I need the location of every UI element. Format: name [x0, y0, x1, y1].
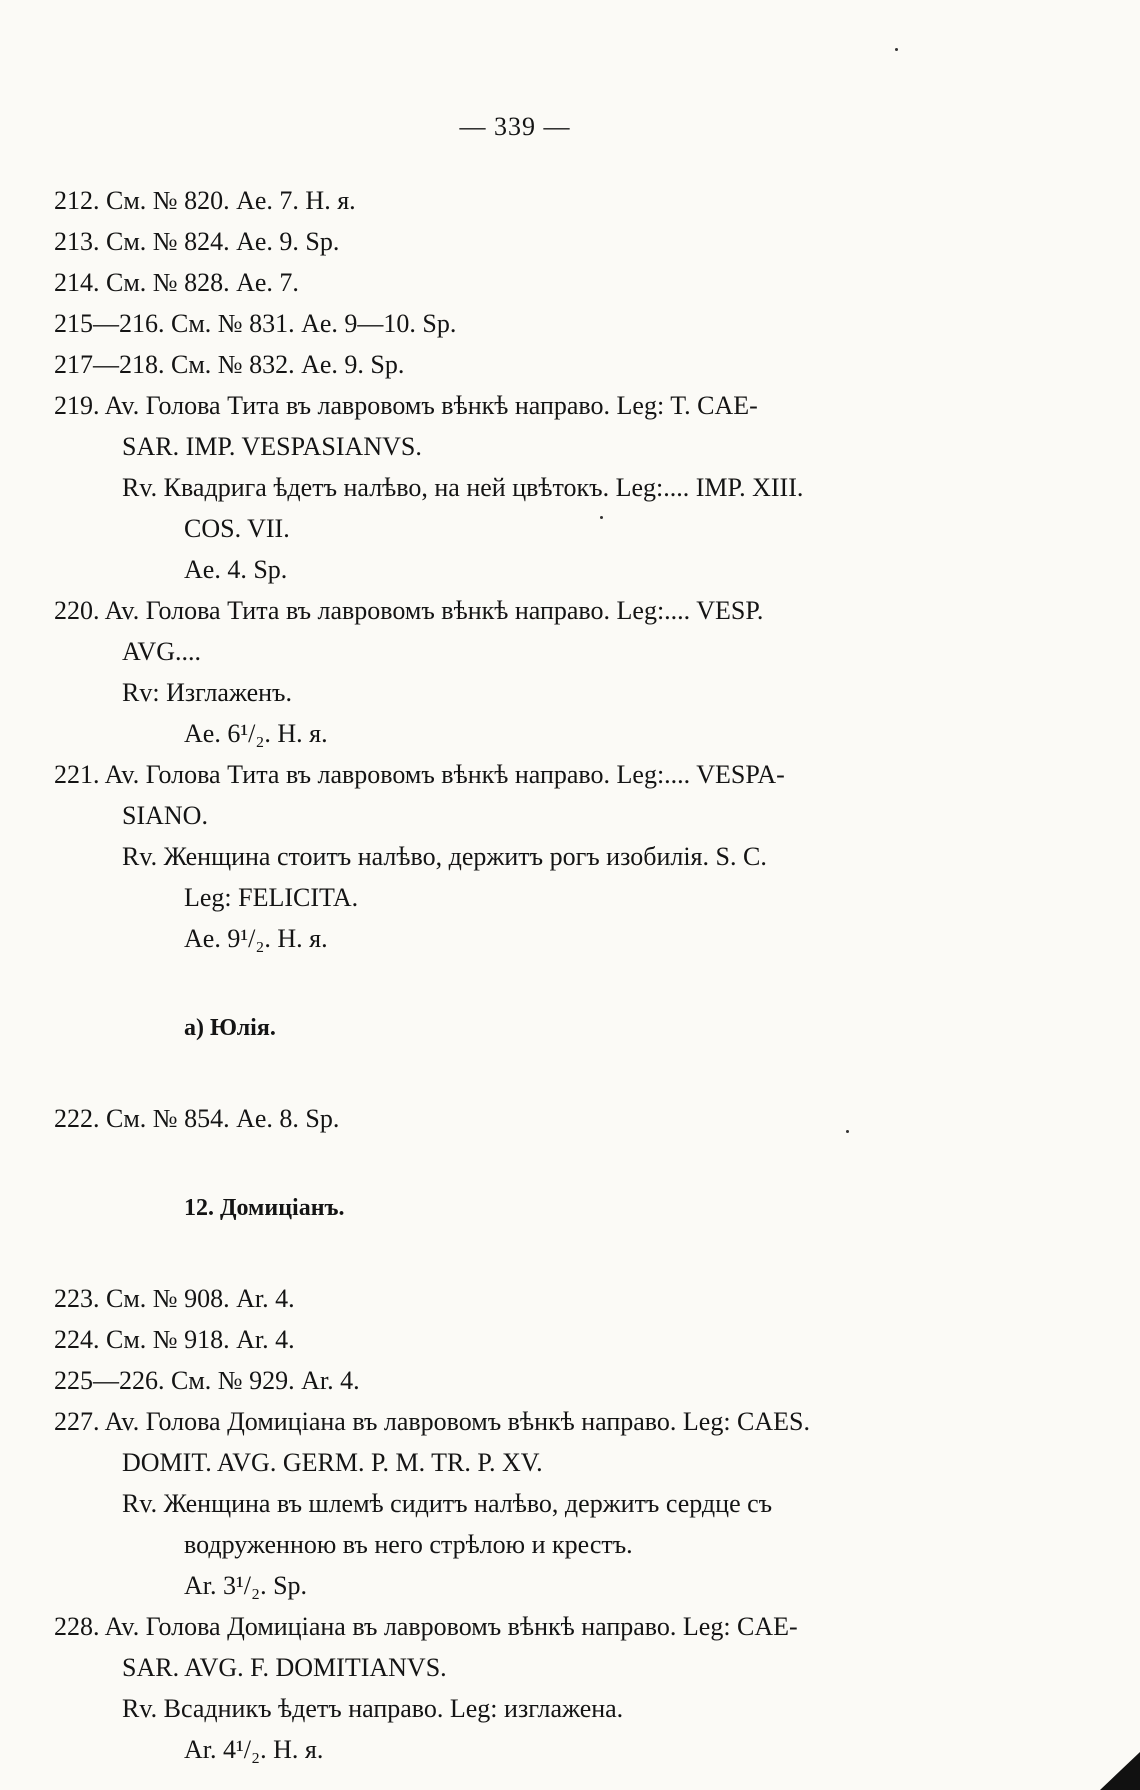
entry-221-obverse-cont: SIANO.	[122, 801, 208, 830]
entry-227-obverse: 227. Av. Голова Домиціана въ лавровомъ вѣнкѣ направо. Leg: CAES.	[54, 1407, 811, 1436]
entry-219-reverse-cont: COS. VII.	[184, 514, 290, 543]
entry-227-obverse-cont: DOMIT. AVG. GERM. P. M. TR. P. XV.	[122, 1448, 543, 1477]
entry-227-reverse: Rv. Женщина въ шлемѣ сидитъ налѣво, держитъ сердце съ	[122, 1489, 773, 1518]
entry-221-reverse: Rv. Женщина стоитъ налѣво, держитъ рогъ изобилія. S. C.	[122, 842, 767, 871]
entry-217-218: 217—218. См. № 832. Ae. 9. Sp.	[54, 350, 405, 379]
catalog-body	[54, 180, 1004, 1770]
entry-219-reverse: Rv. Квадрига ѣдетъ налѣво, на ней цвѣтокъ. Leg:.... IMP. XIII.	[122, 473, 804, 502]
entry-228-reverse: Rv. Всадникъ ѣдетъ направо. Leg: изглажена.	[122, 1694, 624, 1723]
section-heading-domitian: 12. Домиціанъ.	[184, 1195, 345, 1221]
speck	[895, 48, 898, 51]
entry-222: 222. См. № 854. Ae. 8. Sp.	[54, 1104, 340, 1133]
entry-219-obverse-cont: SAR. IMP. VESPASIANVS.	[122, 432, 422, 461]
entry-223: 223. См. № 908. Ar. 4.	[54, 1284, 295, 1313]
entry-227-reverse-cont: водруженною въ него стрѣлою и крестъ.	[184, 1530, 633, 1559]
entry-220-obverse: 220. Av. Голова Тита въ лавровомъ вѣнкѣ направо. Leg:.... VESP.	[54, 596, 764, 625]
page-number: — 339 —	[459, 112, 571, 141]
entry-220-reverse: Rv: Изглаженъ.	[122, 678, 292, 707]
entry-228-obverse: 228. Av. Голова Домиціана въ лавровомъ вѣнкѣ направо. Leg: CAE-	[54, 1612, 798, 1641]
entry-221-metal: Ae. 9¹/₂. Н. я.	[184, 924, 328, 953]
section-heading-julia: a) Юлія.	[184, 1015, 276, 1041]
entry-215-216: 215—216. См. № 831. Ae. 9—10. Sp.	[54, 309, 457, 338]
entry-212: 212. См. № 820. Ae. 7. Н. я.	[54, 186, 356, 215]
entry-219-metal: Ae. 4. Sp.	[184, 555, 288, 584]
entry-225-226: 225—226. См. № 929. Ar. 4.	[54, 1366, 360, 1395]
entry-220-metal: Ae. 6¹/₂. Н. я.	[184, 719, 328, 748]
entry-219-obverse: 219. Av. Голова Тита въ лавровомъ вѣнкѣ направо. Leg: T. CAE-	[54, 391, 758, 420]
entry-227-metal: Ar. 3¹/₂. Sp.	[184, 1571, 308, 1600]
speck	[846, 1130, 849, 1133]
entry-221-reverse-cont: Leg: FELICITA.	[184, 883, 359, 912]
entry-213: 213. См. № 824. Ae. 9. Sp.	[54, 227, 340, 256]
entry-228-obverse-cont: SAR. AVG. F. DOMITIANVS.	[122, 1653, 447, 1682]
entry-224: 224. См. № 918. Ar. 4.	[54, 1325, 295, 1354]
entry-228-metal: Ar. 4¹/₂. Н. я.	[184, 1735, 324, 1764]
corner-mark	[1100, 1752, 1140, 1790]
entry-220-obverse-cont: AVG....	[122, 637, 201, 666]
entry-221-obverse: 221. Av. Голова Тита въ лавровомъ вѣнкѣ направо. Leg:.... VESPA-	[54, 760, 785, 789]
entry-214: 214. См. № 828. Ae. 7.	[54, 268, 299, 297]
speck	[600, 516, 603, 519]
